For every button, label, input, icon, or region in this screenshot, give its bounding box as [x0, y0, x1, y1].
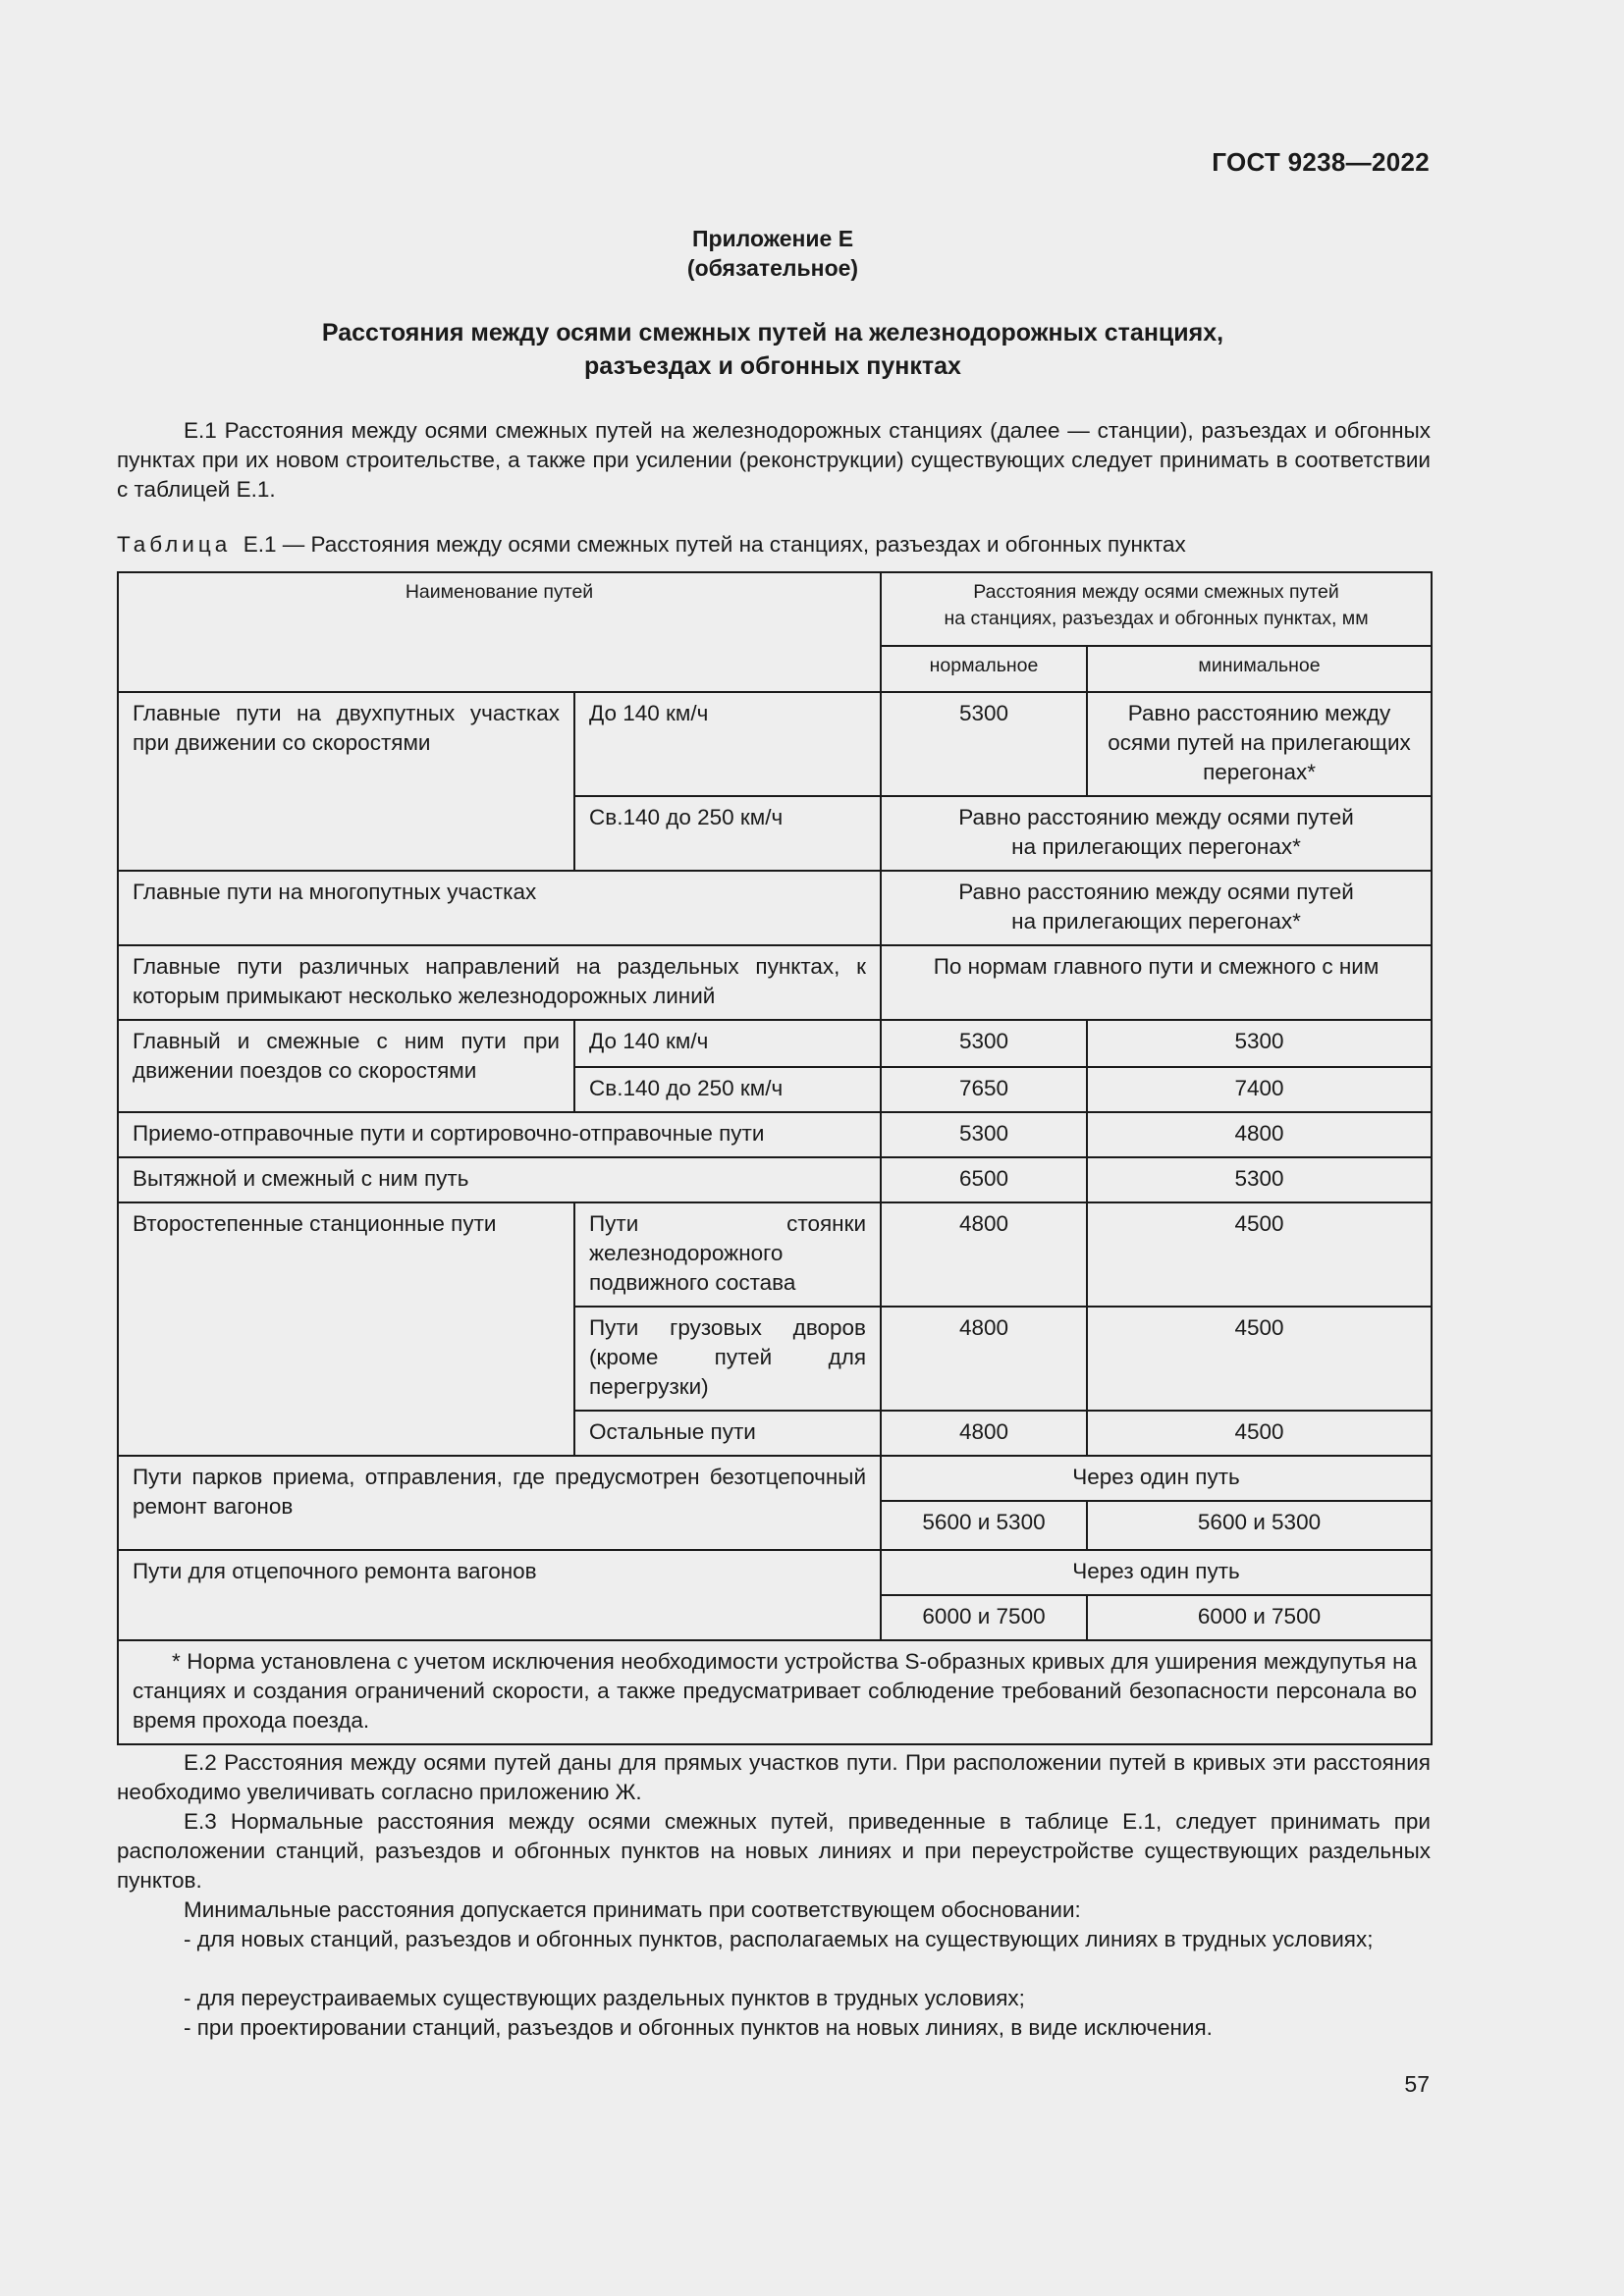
table-footnote: * Норма установлена с учетом исключения необходимости устройства S-образных кривых для уширения междупутья на станциях и создания ограничений скорости, а также предусматривает соблюдение требований безопасности персонала во время прохода поезда.	[118, 1640, 1432, 1744]
page-title	[0, 316, 1545, 383]
paragraph-e3: Е.3 Нормальные расстояния между осями смежных путей, приведенные в таблице Е.1, следует принимать при расположении станций, разъездов и обгонных пунктов на новых линиях и при переустройстве существующих раздельных пунктов.	[117, 1809, 1431, 1893]
list-item: - при проектировании станций, разъездов и обгонных пунктов на новых линиях, в виде исключения.	[184, 2015, 1213, 2040]
row-minimal: 4500	[1087, 1202, 1432, 1307]
row-subtype: Пути грузовых дворов (кроме путей для перегрузки)	[574, 1307, 881, 1411]
row-speed: Св.140 до 250 км/ч	[574, 1067, 881, 1112]
row-name: Пути парков приема, отправления, где предусмотрен безотцепочный ремонт вагонов	[118, 1456, 881, 1550]
table-row	[118, 1112, 1432, 1157]
row-value: По нормам главного пути и смежного с ним	[881, 945, 1432, 1020]
row-minimal: 4800	[1087, 1112, 1432, 1157]
row-name: Главные пути на многопутных участках	[118, 871, 881, 945]
table-row	[118, 1202, 1432, 1307]
row-speed: До 140 км/ч	[574, 692, 881, 796]
header-normal: нормальное	[881, 646, 1087, 692]
row-name: Главные пути на двухпутных участках при движении со скоростями	[118, 692, 574, 871]
row-name: Главный и смежные с ним пути при движении поездов со скоростями	[118, 1020, 574, 1112]
row-minimal: 5600 и 5300	[1087, 1501, 1432, 1550]
appendix-label: Приложение Е	[691, 226, 854, 251]
row-minimal: 4500	[1087, 1307, 1432, 1411]
distances-table	[117, 571, 1433, 1745]
row-normal: 4800	[881, 1202, 1087, 1307]
row-normal: 4800	[881, 1307, 1087, 1411]
appendix-heading	[0, 224, 1545, 283]
row-normal: 5600 и 5300	[881, 1501, 1087, 1550]
row-subtype: Остальные пути	[574, 1411, 881, 1456]
row-minimal: 5300	[1087, 1157, 1432, 1202]
table-footnote-row	[118, 1640, 1432, 1744]
row-normal: 7650	[881, 1067, 1087, 1112]
row-name: Приемо-отправочные пути и сортировочно-отправочные пути	[118, 1112, 881, 1157]
row-span-note: Через один путь	[881, 1456, 1432, 1501]
row-speed: Св.140 до 250 км/ч	[574, 796, 881, 871]
row-normal: 5300	[881, 1112, 1087, 1157]
list-item: - для новых станций, разъездов и обгонных пунктов, располагаемых на существующих линиях в трудных условиях;	[184, 1927, 1374, 1951]
row-minimal: 4500	[1087, 1411, 1432, 1456]
row-value: Равно расстоянию между осями путей на прилегающих перегонах*	[881, 796, 1432, 871]
row-name: Вытяжной и смежный с ним путь	[118, 1157, 881, 1202]
row-normal: 5300	[881, 1020, 1087, 1067]
row-normal: 5300	[881, 692, 1087, 796]
table-row	[118, 1157, 1432, 1202]
row-name: Второстепенные станционные пути	[118, 1202, 574, 1456]
header-distances: Расстояния между осями смежных путей на станциях, разъездах и обгонных пунктах, мм	[881, 572, 1432, 646]
document-code: ГОСТ 9238—2022	[1212, 147, 1430, 177]
table-header-row	[118, 572, 1432, 646]
row-minimal: Равно расстоянию между осями путей на прилегающих перегонах*	[1087, 692, 1432, 796]
row-span-note: Через один путь	[881, 1550, 1432, 1595]
intro-paragraph	[117, 416, 1431, 505]
row-normal: 6500	[881, 1157, 1087, 1202]
table-row	[118, 1456, 1432, 1501]
list-item: - для переустраиваемых существующих раздельных пунктов в трудных условиях;	[184, 1986, 1025, 2010]
row-value: Равно расстоянию между осями путей на прилегающих перегонах*	[881, 871, 1432, 945]
table-caption-text: Е.1 — Расстояния между осями смежных путей на станциях, разъездах и обгонных пунктах	[243, 532, 1186, 557]
row-minimal: 7400	[1087, 1067, 1432, 1112]
table-row	[118, 871, 1432, 945]
paragraph-e2: Е.2 Расстояния между осями путей даны для прямых участков пути. При расположении путей в кривых эти расстояния необходимо увеличивать согласно приложению Ж.	[117, 1750, 1431, 1804]
intro-text: Е.1 Расстояния между осями смежных путей на железнодорожных станциях (далее — станции), разъездах и обгонных пунктах при их новом строительстве, а также при усилении (реконструкции) существующих следует принимать в соответствии с таблицей Е.1.	[117, 418, 1431, 502]
row-subtype: Пути стоянки железнодорожного подвижного состава	[574, 1202, 881, 1307]
page-title-line-2: разъездах и обгонных пунктах	[584, 352, 961, 380]
table-row	[118, 1550, 1432, 1595]
row-name: Главные пути различных направлений на раздельных пунктах, к которым примыкают несколько железнодорожных линий	[118, 945, 881, 1020]
table-row	[118, 692, 1432, 796]
page-title-line-1: Расстояния между осями смежных путей на железнодорожных станциях,	[321, 319, 1224, 347]
row-normal: 6000 и 7500	[881, 1595, 1087, 1640]
header-minimal: минимальное	[1087, 646, 1432, 692]
header-name: Наименование путей	[118, 572, 881, 692]
appendix-status: (обязательное)	[686, 255, 859, 281]
paragraph-minimal: Минимальные расстояния допускается принимать при соответствующем обосновании:	[184, 1897, 1081, 1922]
page-number: 57	[1404, 2071, 1430, 2097]
row-name: Пути для отцепочного ремонта вагонов	[118, 1550, 881, 1640]
table-row	[118, 1020, 1432, 1067]
table-row	[118, 945, 1432, 1020]
table-caption-prefix: Таблица	[117, 532, 232, 557]
row-normal: 4800	[881, 1411, 1087, 1456]
row-minimal: 6000 и 7500	[1087, 1595, 1432, 1640]
row-minimal: 5300	[1087, 1020, 1432, 1067]
table-caption	[117, 530, 1433, 560]
row-speed: До 140 км/ч	[574, 1020, 881, 1067]
